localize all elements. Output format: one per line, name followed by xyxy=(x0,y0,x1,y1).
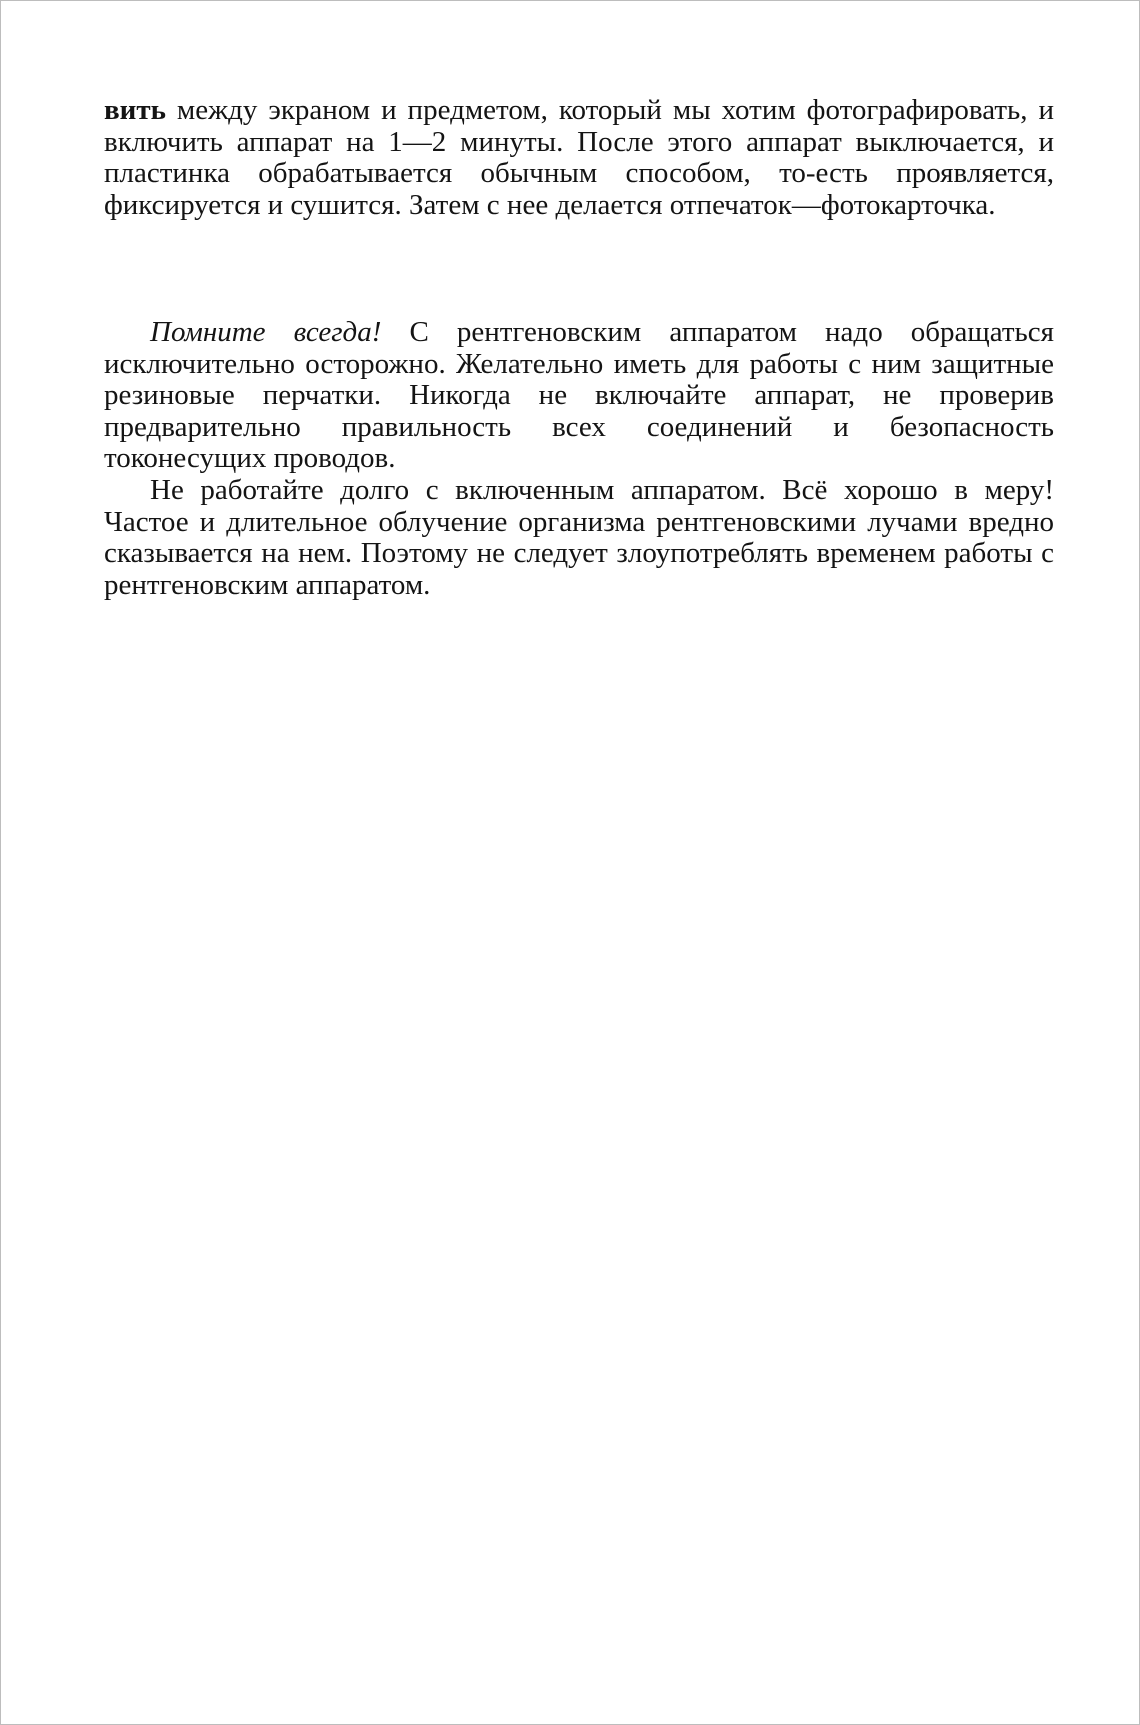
paragraph-warning xyxy=(104,317,1054,475)
paragraph-warning-text: С рентгеновским аппаратом надо обращаться исключительно осторожно. Желательно иметь для работы с ним защитные резиновые перчатки. Никогда не включайте аппарат, не проверив предварительно правильность всех соединений и безопасность токонесущих проводов. xyxy=(104,316,1054,475)
paragraph-advice xyxy=(104,475,1054,601)
paragraph-continuation-lead: вить xyxy=(104,94,166,126)
paragraph-continuation-text: между экраном и предметом, который мы хотим фотографировать, и включить аппарат на 1—2 минуты. После этого аппарат выключается, и пластинка обрабатывается обычным способом, то-есть проявляется, фиксируется и сушится. Затем с нее делается отпечаток—фотокарточка. xyxy=(104,94,1054,221)
text-block-top xyxy=(104,95,1054,221)
paragraph-continuation xyxy=(104,95,1054,221)
text-block-warning xyxy=(104,317,1054,601)
paragraph-warning-lead: Помните всегда! xyxy=(150,316,382,348)
paragraph-advice-text: Не работайте долго с включенным аппаратом. Всё хорошо в меру! Частое и длительное облучение организма рентгеновскими лучами вредно сказывается на нем. Поэтому не следует злоупотреблять временем работы с рентгеновским аппаратом. xyxy=(104,473,1054,601)
